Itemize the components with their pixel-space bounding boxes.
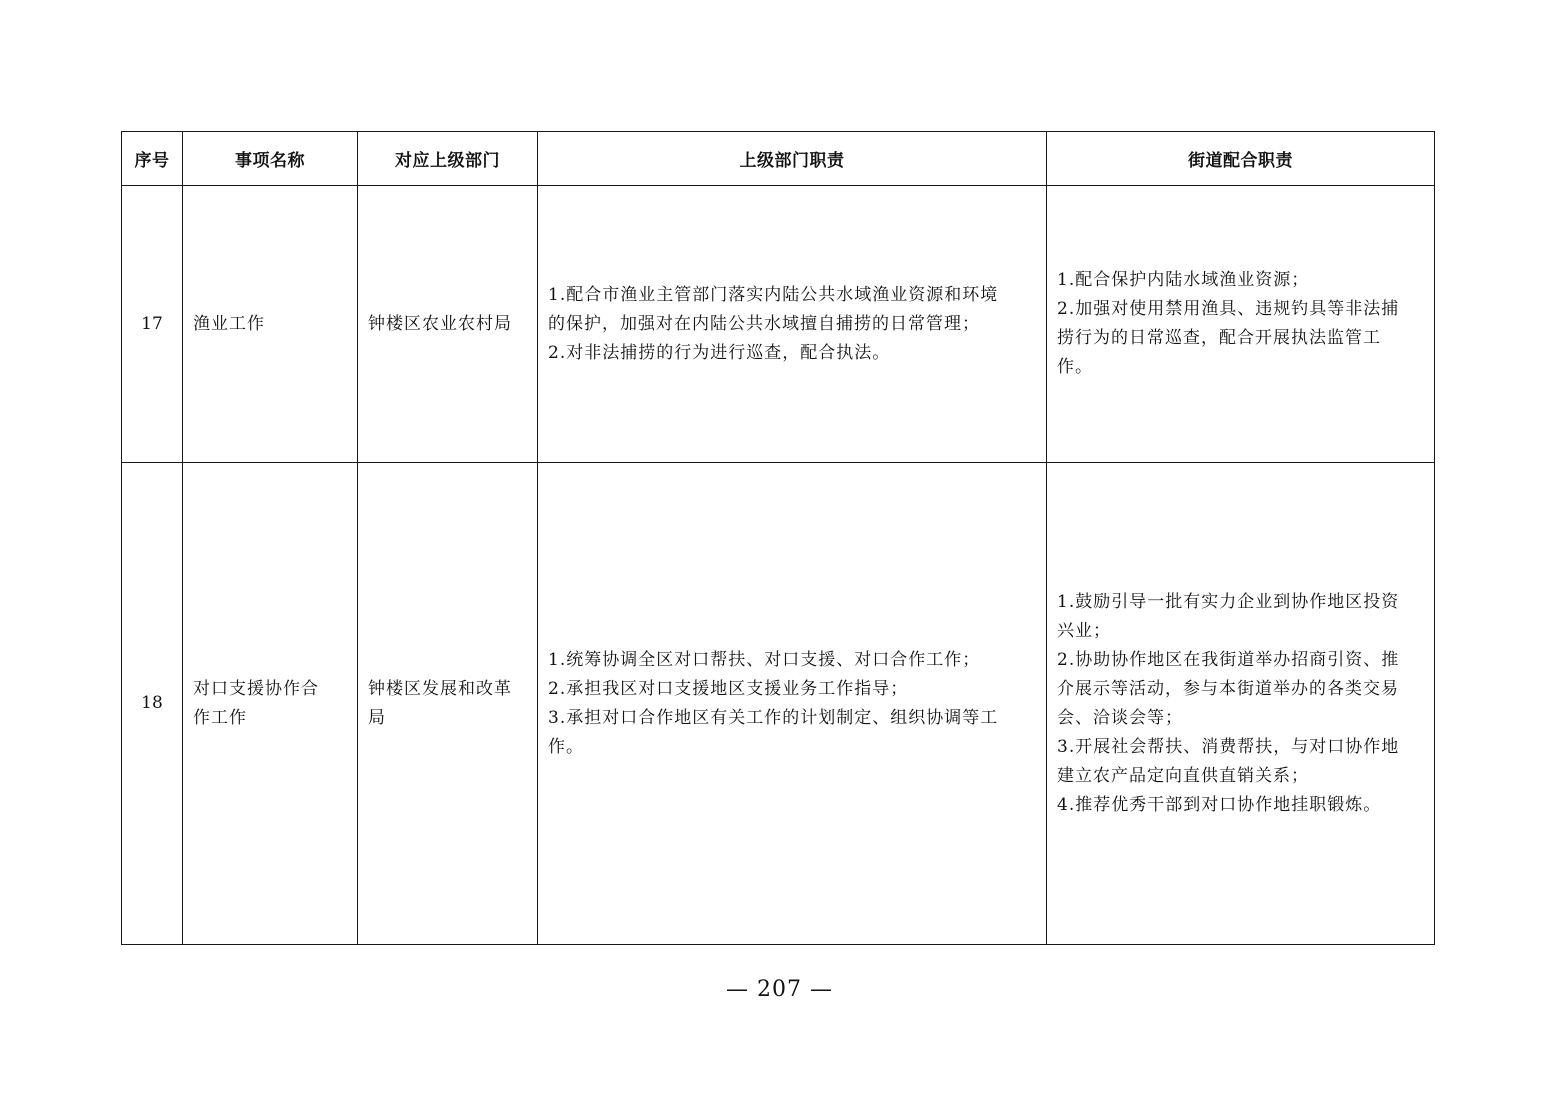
department-line: 钟楼区农业农村局 xyxy=(368,313,512,334)
page-number: — 207 — xyxy=(726,977,833,1002)
row-seq: 18 xyxy=(122,463,183,945)
header-department: 对应上级部门 xyxy=(358,132,538,186)
dept-duty-line: 的保护，加强对在内陆公共水域擅自捕捞的日常管理； xyxy=(548,313,980,334)
duties-table xyxy=(121,131,1435,945)
street-duty-line: 作。 xyxy=(1057,357,1093,377)
duties-table-container xyxy=(121,131,1435,945)
dept-duty-line: 1.配合市渔业主管部门落实内陆公共水域渔业资源和环境 xyxy=(548,284,999,305)
header-dept-duties: 上级部门职责 xyxy=(538,132,1047,186)
row-item-name xyxy=(183,463,358,945)
header-seq: 序号 xyxy=(122,132,183,186)
table-header-row xyxy=(122,132,1435,186)
item-name-line: 作工作 xyxy=(193,707,247,728)
street-duty-line: 建立农产品定向直供直销关系； xyxy=(1057,765,1309,786)
table-row xyxy=(122,186,1435,463)
row-street-duties xyxy=(1047,186,1435,463)
dept-duty-line: 1.统筹协调全区对口帮扶、对口支援、对口合作工作； xyxy=(548,649,981,670)
row-department xyxy=(358,463,538,945)
street-duty-line: 3.开展社会帮扶、消费帮扶，与对口协作地 xyxy=(1057,736,1400,757)
header-item-name: 事项名称 xyxy=(183,132,358,186)
dept-duty-line: 2.承担我区对口支援地区支援业务工作指导； xyxy=(548,678,909,699)
dept-duty-line: 作。 xyxy=(548,736,584,757)
dept-duty-line: 3.承担对口合作地区有关工作的计划制定、组织协调等工 xyxy=(548,707,999,728)
street-duty-line: 4.推荐优秀干部到对口协作地挂职锻炼。 xyxy=(1057,794,1382,815)
row-street-duties xyxy=(1047,463,1435,945)
item-name-line: 对口支援协作合 xyxy=(193,678,319,699)
row-dept-duties xyxy=(538,186,1047,463)
item-name-line: 渔业工作 xyxy=(193,313,265,334)
table-row xyxy=(122,463,1435,945)
row-item-name xyxy=(183,186,358,463)
row-seq: 17 xyxy=(122,186,183,463)
street-duty-line: 捞行为的日常巡查，配合开展执法监管工 xyxy=(1057,328,1381,348)
street-duty-line: 介展示等活动，参与本街道举办的各类交易 xyxy=(1057,678,1399,699)
street-duty-line: 1.配合保护内陆水域渔业资源； xyxy=(1057,270,1310,290)
row-dept-duties xyxy=(538,463,1047,945)
department-line: 局 xyxy=(368,707,386,728)
street-duty-line: 兴业； xyxy=(1057,620,1111,641)
department-line: 钟楼区发展和改革 xyxy=(368,678,512,699)
street-duty-line: 1.鼓励引导一批有实力企业到协作地区投资 xyxy=(1057,591,1400,612)
street-duty-line: 2.加强对使用禁用渔具、违规钓具等非法捕 xyxy=(1057,299,1400,319)
row-department xyxy=(358,186,538,463)
header-street-duties: 街道配合职责 xyxy=(1047,132,1435,186)
dept-duty-line: 2.对非法捕捞的行为进行巡查，配合执法。 xyxy=(548,342,891,363)
street-duty-line: 会、洽谈会等； xyxy=(1057,707,1183,728)
street-duty-line: 2.协助协作地区在我街道举办招商引资、推 xyxy=(1057,649,1400,670)
